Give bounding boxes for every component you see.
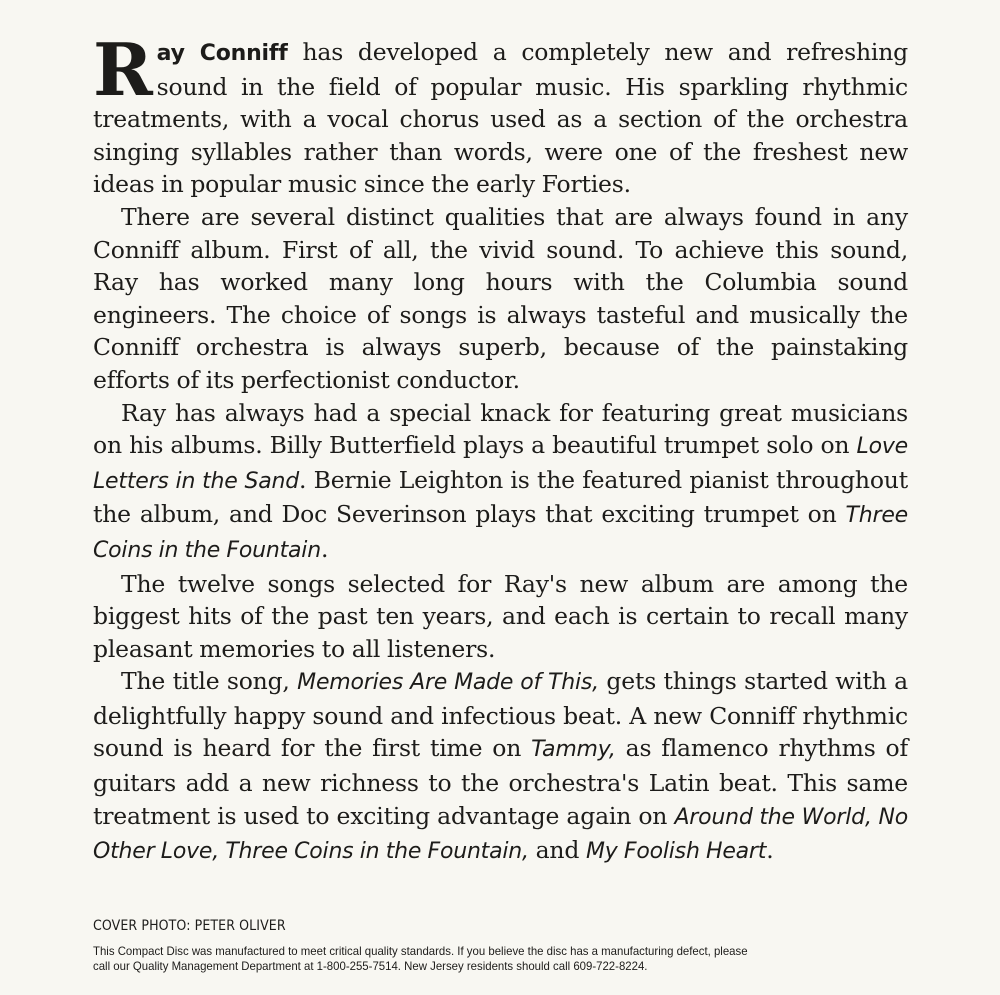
- paragraph-3-text-a: Ray has always had a special knack for featuring great musicians on his albums. Billy Butterfield plays a beautiful trumpet solo on: [93, 398, 908, 460]
- liner-notes-text: [93, 27, 909, 869]
- cover-photo-credit: COVER PHOTO: PETER OLIVER: [93, 918, 286, 934]
- song-title-memories: Memories Are Made of This,: [297, 670, 599, 696]
- paragraph-1: [93, 27, 909, 201]
- paragraph-5-text-c: as flamenco rhythms of guitars add a new richness to the orchestra's Latin beat. This same treatment is used to exciting advantage again on: [93, 734, 908, 830]
- paragraph-3-text-c: .: [320, 534, 329, 563]
- artist-name-lead: ay Conniff: [156, 41, 288, 66]
- quality-notice-line-1: This Compact Disc was manufactured to meet critical quality standards. If you believe the disc has a manufacturing defect, please: [93, 944, 748, 958]
- song-title-love-letters: Love Letters in the Sand: [93, 434, 908, 494]
- paragraph-5-text-a: The title song,: [121, 667, 298, 696]
- paragraph-3: [93, 397, 908, 568]
- paragraph-3-text-b: . Bernie Leighton is the featured pianist throughout the album, and Doc Severinson plays that exciting trumpet on: [93, 465, 908, 529]
- song-title-three-coins: Three Coins in the Fountain: [93, 503, 908, 563]
- paragraph-4: The twelve songs selected for Ray's new album are among the biggest hits of the past ten years, and each is certain to recall many pleasant memories to all listeners.: [93, 569, 908, 663]
- quality-notice-line-2: call our Quality Management Department at 1-800-255-7514. New Jersey residents should call 609-722-8224.: [93, 958, 648, 973]
- drop-cap: R: [93, 27, 153, 112]
- song-title-my-foolish-heart: My Foolish Heart: [585, 839, 767, 865]
- paragraph-5: [93, 665, 908, 869]
- song-titles-list: Around the World, No Other Love, Three Coins in the Fountain,: [93, 804, 908, 865]
- paragraph-5-text-e: .: [766, 836, 774, 865]
- paragraph-1-text: has developed a completely new and refreshing sound in the field of popular music. His sparkling rhythmic treatments, with a vocal chorus used as a section of the orchestra singing syllables rather than words, were one of the freshest new ideas in popular music since the early Forties.: [93, 38, 909, 199]
- song-title-tammy: Tammy,: [531, 737, 616, 763]
- paragraph-5-text-b: gets things started with a delightfully happy sound and infectious beat. A new Conniff rhythmic sound is heard for the first time on: [93, 667, 908, 763]
- paragraph-5-text-d: and: [528, 836, 586, 865]
- quality-notice: [93, 944, 948, 973]
- paragraph-2: There are several distinct qualities that are always found in any Conniff album. First of all, the vivid sound. To achieve this sound, Ray has worked many long hours with the Columbia sound engineers. The choice of songs is always tasteful and musically the Conniff orchestra is always superb, because of the painstaking efforts of its perfectionist conductor.: [93, 202, 908, 394]
